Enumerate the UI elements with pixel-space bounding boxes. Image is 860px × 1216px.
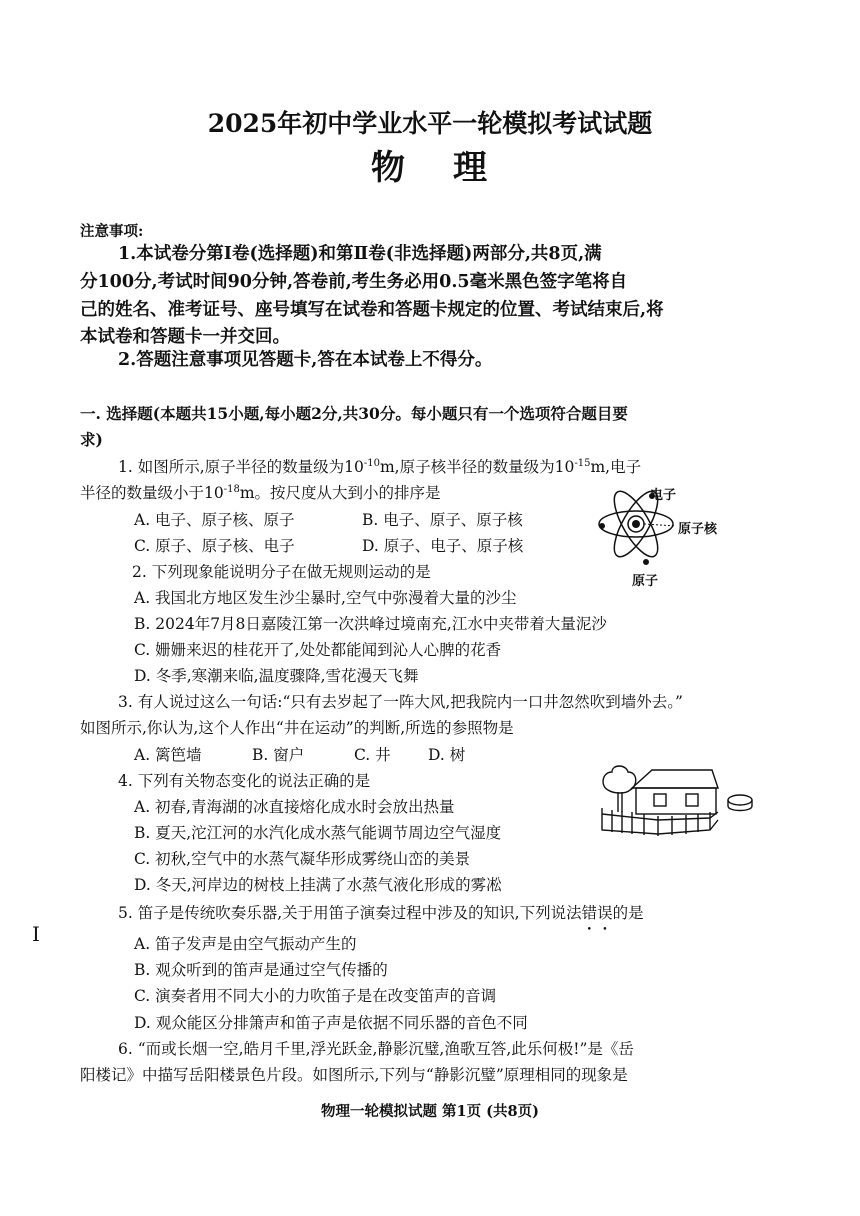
q1-option-a[interactable]: A. 电子、原子核、原子	[134, 511, 295, 529]
q5-option-a[interactable]: A. 笛子发声是由空气振动产生的	[134, 935, 357, 953]
q4-option-c[interactable]: C. 初秋,空气中的水蒸气凝华形成雾绕山峦的美景	[134, 850, 471, 868]
exam-title: 2025年初中学业水平一轮模拟考试试题	[207, 109, 653, 138]
atom-label-nucleus: 原子核	[678, 522, 718, 537]
q2-stem: 2. 下列现象能说明分子在做无规则运动的是	[132, 563, 431, 581]
notice-heading: 注意事项:	[80, 223, 144, 240]
q1-option-d[interactable]: D. 原子、电子、原子核	[362, 537, 524, 555]
q1-option-b[interactable]: B. 电子、原子、原子核	[362, 511, 523, 529]
q2-option-a[interactable]: A. 我国北方地区发生沙尘暴时,空气中弥漫着大量的沙尘	[134, 589, 517, 607]
q3-option-d[interactable]: D. 树	[428, 746, 466, 764]
subject-char-2: 理	[453, 148, 489, 188]
margin-mark: I	[32, 922, 40, 946]
q4-option-d[interactable]: D. 冬天,河岸边的树枝上挂满了水蒸气液化形成的雾凇	[134, 876, 502, 894]
notice-line-5: 2.答题注意事项见答题卡,答在本试卷上不得分。	[118, 350, 493, 370]
q4-stem: 4. 下列有关物态变化的说法正确的是	[118, 772, 371, 790]
notice-line-3: 己的姓名、准考证号、座号填写在试卷和答题卡规定的位置、考试结束后,将	[80, 300, 664, 320]
atom-label-atom: 原子	[632, 574, 659, 589]
q5-option-c[interactable]: C. 演奏者用不同大小的力吹笛子是在改变笛声的音调	[134, 987, 497, 1005]
q4-option-a[interactable]: A. 初春,青海湖的冰直接熔化成水时会放出热量	[134, 798, 455, 816]
section-heading-line-1: 一. 选择题(本题共15小题,每小题2分,共30分。每小题只有一个选项符合题目要	[80, 404, 628, 423]
page-footer: 物理一轮模拟试题 第1页 (共8页)	[321, 1103, 539, 1120]
section-heading-line-2: 求)	[80, 430, 103, 449]
q3-option-b[interactable]: B. 窗户	[252, 746, 305, 764]
notice-line-4: 本试卷和答题卡一并交回。	[80, 327, 290, 347]
q3-option-a[interactable]: A. 篱笆墙	[134, 746, 202, 764]
q1-stem-line-2: 半径的数量级小于$10^{-18}m$。按尺度从大到小的排序是	[80, 484, 441, 502]
subject-title	[0, 140, 860, 189]
q5-option-b[interactable]: B. 观众听到的笛声是通过空气传播的	[134, 961, 388, 979]
q6-stem-line-2: 阳楼记》中描写岳阳楼景色片段。如图所示,下列与“静影沉璧”原理相同的现象是	[80, 1066, 628, 1084]
q2-option-d[interactable]: D. 冬季,寒潮来临,温度骤降,雪花漫天飞舞	[134, 667, 419, 685]
q1-option-c[interactable]: C. 原子、原子核、电子	[134, 537, 295, 555]
atom-label-electron: 电子	[650, 488, 677, 503]
q4-option-b[interactable]: B. 夏天,沱江河的水汽化成水蒸气能调节周边空气湿度	[134, 824, 502, 842]
q3-stem-line-1: 3. 有人说过这么一句话:“只有去岁起了一阵大风,把我院内一口井忽然吹到墙外去。”	[118, 693, 683, 711]
atom-figure	[596, 478, 736, 588]
q3-stem-line-2: 如图所示,你认为,这个人作出“井在运动”的判断,所选的参照物是	[80, 719, 514, 737]
q5-stem: 5. 笛子是传统吹奏乐器,关于用笛子演奏过程中涉及的知识,下列说法错误的是	[118, 904, 644, 922]
q1-stem-line-1: 1. 如图所示,原子半径的数量级为$10^{-10}m$,原子核半径的数量级为$10^{-15}m$,电子	[118, 458, 642, 476]
subject-char-1: 物	[371, 148, 407, 188]
courtyard-figure	[598, 760, 756, 840]
q3-option-c[interactable]: C. 井	[354, 746, 391, 764]
q2-option-b[interactable]: B. 2024年7月8日嘉陵江第一次洪峰过境南充,江水中夹带着大量泥沙	[134, 615, 607, 633]
courtyard-well-icon	[598, 760, 756, 840]
q2-option-c[interactable]: C. 姗姗来迟的桂花开了,处处都能闻到沁人心脾的花香	[134, 641, 502, 659]
notice-line-2: 分100分,考试时间90分钟,答卷前,考生务必用0.5毫米黑色签字笔将自	[80, 272, 628, 292]
q6-stem-line-1: 6. “而或长烟一空,皓月千里,浮光跃金,静影沉璧,渔歌互答,此乐何极!”是《岳	[118, 1040, 634, 1058]
notice-line-1: 1.本试卷分第Ⅰ卷(选择题)和第Ⅱ卷(非选择题)两部分,共8页,满	[118, 244, 602, 264]
q5-option-d[interactable]: D. 观众能区分排箫声和笛子声是依据不同乐器的音色不同	[134, 1014, 528, 1032]
